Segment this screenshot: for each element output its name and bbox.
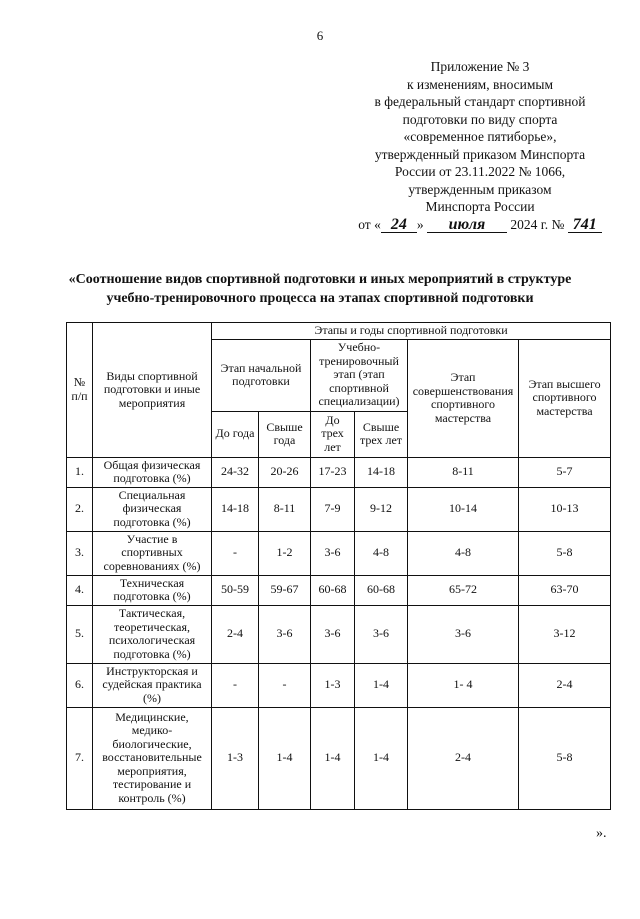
header-over-three-years: Свыше трех лет: [355, 411, 408, 457]
order-number: 741: [568, 217, 602, 233]
cell-value: 7-9: [311, 487, 355, 531]
row-num: 3.: [67, 531, 93, 575]
table-row: [67, 707, 611, 809]
cell-value: 2-4: [408, 707, 519, 809]
cell-value: 3-6: [311, 605, 355, 663]
row-num: 7.: [67, 707, 93, 809]
cell-value: 14-18: [212, 487, 259, 531]
header-over-year: Свыше года: [259, 411, 311, 457]
closing-quote: ».: [596, 826, 607, 841]
cell-value: 60-68: [355, 575, 408, 605]
appendix-line: Минспорта России: [425, 199, 535, 214]
header-num: № п/п: [67, 323, 93, 458]
appendix-line: России от 23.11.2022 № 1066,: [394, 164, 566, 179]
header-stage-higher: Этап высшего спортивного мастерства: [519, 339, 611, 457]
cell-value: 10-13: [519, 487, 611, 531]
appendix-line: к изменениям, вносимым: [406, 76, 554, 92]
row-name: Инструкторская и судейская практика (%): [93, 663, 212, 707]
appendix-line: Приложение № 3: [430, 59, 530, 74]
table-row: [67, 663, 611, 707]
cell-value: 14-18: [355, 457, 408, 487]
cell-value: 20-26: [259, 457, 311, 487]
table-row: [67, 531, 611, 575]
cell-value: 2-4: [519, 663, 611, 707]
date-prefix: от «: [358, 216, 381, 232]
cell-value: 1-4: [355, 663, 408, 707]
appendix-line: утвержденным приказом: [408, 181, 552, 197]
cell-value: 5-7: [519, 457, 611, 487]
cell-value: 24-32: [212, 457, 259, 487]
cell-value: 5-8: [519, 707, 611, 809]
date-month: июля: [427, 217, 507, 233]
table-row: [67, 605, 611, 663]
table-row: [67, 457, 611, 487]
title-line-2: учебно-тренировочного процесса на этапах спортивной подготовки: [106, 291, 534, 306]
page-number: 6: [316, 28, 324, 43]
cell-value: 10-14: [408, 487, 519, 531]
table-row: [67, 575, 611, 605]
row-name: Техническая подготовка (%): [93, 575, 212, 605]
cell-value: 63-70: [519, 575, 611, 605]
row-name: Тактическая, теоретическая, психологическая подготовка (%): [93, 605, 212, 663]
ratio-table: [66, 322, 611, 810]
cell-value: 1-2: [259, 531, 311, 575]
header-up-to-three-years: До трех лет: [311, 411, 355, 457]
row-num: 6.: [67, 663, 93, 707]
cell-value: -: [212, 663, 259, 707]
cell-value: 60-68: [311, 575, 355, 605]
row-name: Специальная физическая подготовка (%): [93, 487, 212, 531]
cell-value: -: [259, 663, 311, 707]
appendix-block: [330, 58, 630, 233]
cell-value: 1-4: [355, 707, 408, 809]
cell-value: 1-3: [212, 707, 259, 809]
cell-value: 8-11: [408, 457, 519, 487]
date-mid: »: [416, 216, 424, 232]
header-stage-improvement: Этап совершенствования спортивного мастерства: [408, 339, 519, 457]
cell-value: 17-23: [311, 457, 355, 487]
cell-value: 3-6: [355, 605, 408, 663]
row-name: Общая физическая подготовка (%): [93, 457, 212, 487]
cell-value: 3-6: [311, 531, 355, 575]
cell-value: 3-6: [408, 605, 519, 663]
cell-value: 2-4: [212, 605, 259, 663]
cell-value: 1-4: [311, 707, 355, 809]
table-row: [67, 487, 611, 531]
cell-value: 1- 4: [408, 663, 519, 707]
appendix-line: в федеральный стандарт спортивной: [374, 94, 586, 109]
cell-value: 4-8: [408, 531, 519, 575]
header-stage-training: Учебно-тренировочный этап (этап спортивной специализации): [311, 339, 408, 411]
cell-value: 9-12: [355, 487, 408, 531]
header-types: Виды спортивной подготовки и иные мероприятия: [93, 323, 212, 458]
row-num: 4.: [67, 575, 93, 605]
cell-value: 8-11: [259, 487, 311, 531]
date-day: 24: [381, 217, 417, 233]
cell-value: 1-3: [311, 663, 355, 707]
appendix-date-line: [330, 216, 630, 234]
cell-value: 65-72: [408, 575, 519, 605]
cell-value: 4-8: [355, 531, 408, 575]
cell-value: 50-59: [212, 575, 259, 605]
document-title: [40, 270, 600, 308]
cell-value: 5-8: [519, 531, 611, 575]
appendix-line: подготовки по виду спорта: [402, 111, 558, 127]
header-stages-group: Этапы и годы спортивной подготовки: [212, 323, 611, 340]
row-num: 2.: [67, 487, 93, 531]
cell-value: -: [212, 531, 259, 575]
cell-value: 3-12: [519, 605, 611, 663]
appendix-line: утвержденный приказом Минспорта: [374, 146, 586, 162]
cell-value: 3-6: [259, 605, 311, 663]
cell-value: 59-67: [259, 575, 311, 605]
row-num: 1.: [67, 457, 93, 487]
row-name: Участие в спортивных соревнованиях (%): [93, 531, 212, 575]
title-line-1: «Соотношение видов спортивной подготовки и иных мероприятий в структуре: [68, 272, 572, 287]
row-num: 5.: [67, 605, 93, 663]
appendix-line: «современное пятиборье»,: [403, 129, 557, 144]
header-up-to-year: До года: [212, 411, 259, 457]
header-stage-initial: Этап начальной подготовки: [212, 339, 311, 411]
cell-value: 1-4: [259, 707, 311, 809]
date-year: 2024 г. №: [510, 216, 565, 232]
row-name: Медицинские, медико-биологические, восстановительные мероприятия, тестирование и контроль (%): [93, 707, 212, 809]
